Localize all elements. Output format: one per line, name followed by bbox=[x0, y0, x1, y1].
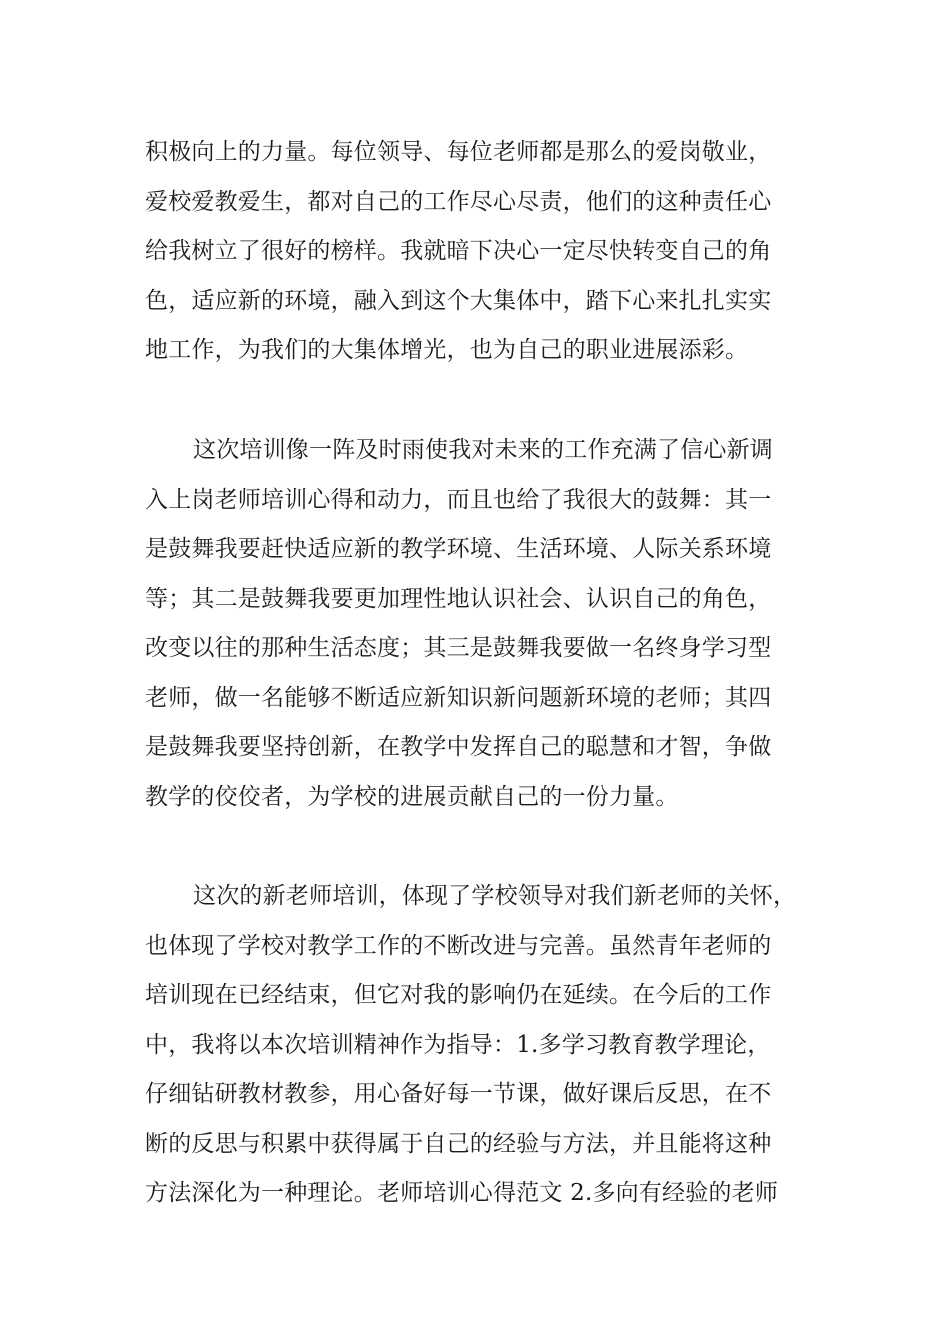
paragraph-line: 改变以往的那种生活态度；其三是鼓舞我要做一名终身学习型 bbox=[145, 635, 772, 661]
paragraph-line: 老师，做一名能够不断适应新知识新问题新环境的老师；其四 bbox=[145, 684, 772, 711]
paragraph-line: 积极向上的力量。每位领导、每位老师都是那么的爱岗敬业， bbox=[145, 139, 772, 165]
paragraph-line: 仔细钻研教材教参，用心备好每一节课，做好课后反思，在不 bbox=[145, 1081, 772, 1107]
paragraph-line: 中，我将以本次培训精神作为指导：1.多学习教育教学理论， bbox=[145, 1031, 771, 1058]
paragraph-3 bbox=[145, 872, 820, 1219]
paragraph-first-line: 这次培训像一阵及时雨使我对未来的工作充满了信心新调 bbox=[193, 437, 773, 463]
paragraph-line: 是鼓舞我要赶快适应新的教学环境、生活环境、人际关系环境 bbox=[145, 536, 772, 562]
paragraph-line: 入上岗老师培训心得和动力，而且也给了我很大的鼓舞：其一 bbox=[145, 486, 772, 513]
paragraph-1 bbox=[145, 128, 820, 376]
paragraph-line: 方法深化为一种理论。老师培训心得范文 2.多向有经验的老师 bbox=[145, 1180, 779, 1206]
paragraph-line: 地工作，为我们的大集体增光，也为自己的职业进展添彩。 bbox=[145, 337, 749, 363]
paragraph-line: 给我树立了很好的榜样。我就暗下决心一定尽快转变自己的角 bbox=[145, 238, 772, 264]
paragraph-first-line: 这次的新老师培训，体现了学校领导对我们新老师的关怀， bbox=[193, 883, 797, 909]
paragraph-line: 教学的佼佼者，为学校的进展贡献自己的一份力量。 bbox=[145, 783, 679, 810]
paragraph-line: 培训现在已经结束，但它对我的影响仍在延续。在今后的工作 bbox=[145, 982, 772, 1008]
paragraph-line: 也体现了学校对教学工作的不断改进与完善。虽然青年老师的 bbox=[145, 932, 772, 959]
paragraph-2 bbox=[145, 426, 820, 822]
paragraph-line: 是鼓舞我要坚持创新，在教学中发挥自己的聪慧和才智，争做 bbox=[145, 734, 772, 760]
paragraph-line: 等；其二是鼓舞我要更加理性地认识社会、认识自己的角色， bbox=[145, 585, 772, 612]
paragraph-line: 爱校爱教爱生，都对自己的工作尽心尽责，他们的这种责任心 bbox=[145, 188, 772, 215]
paragraph-line: 色，适应新的环境，融入到这个大集体中，踏下心来扎扎实实 bbox=[145, 287, 772, 314]
paragraph-line: 断的反思与积累中获得属于自己的经验与方法，并且能将这种 bbox=[145, 1130, 772, 1157]
